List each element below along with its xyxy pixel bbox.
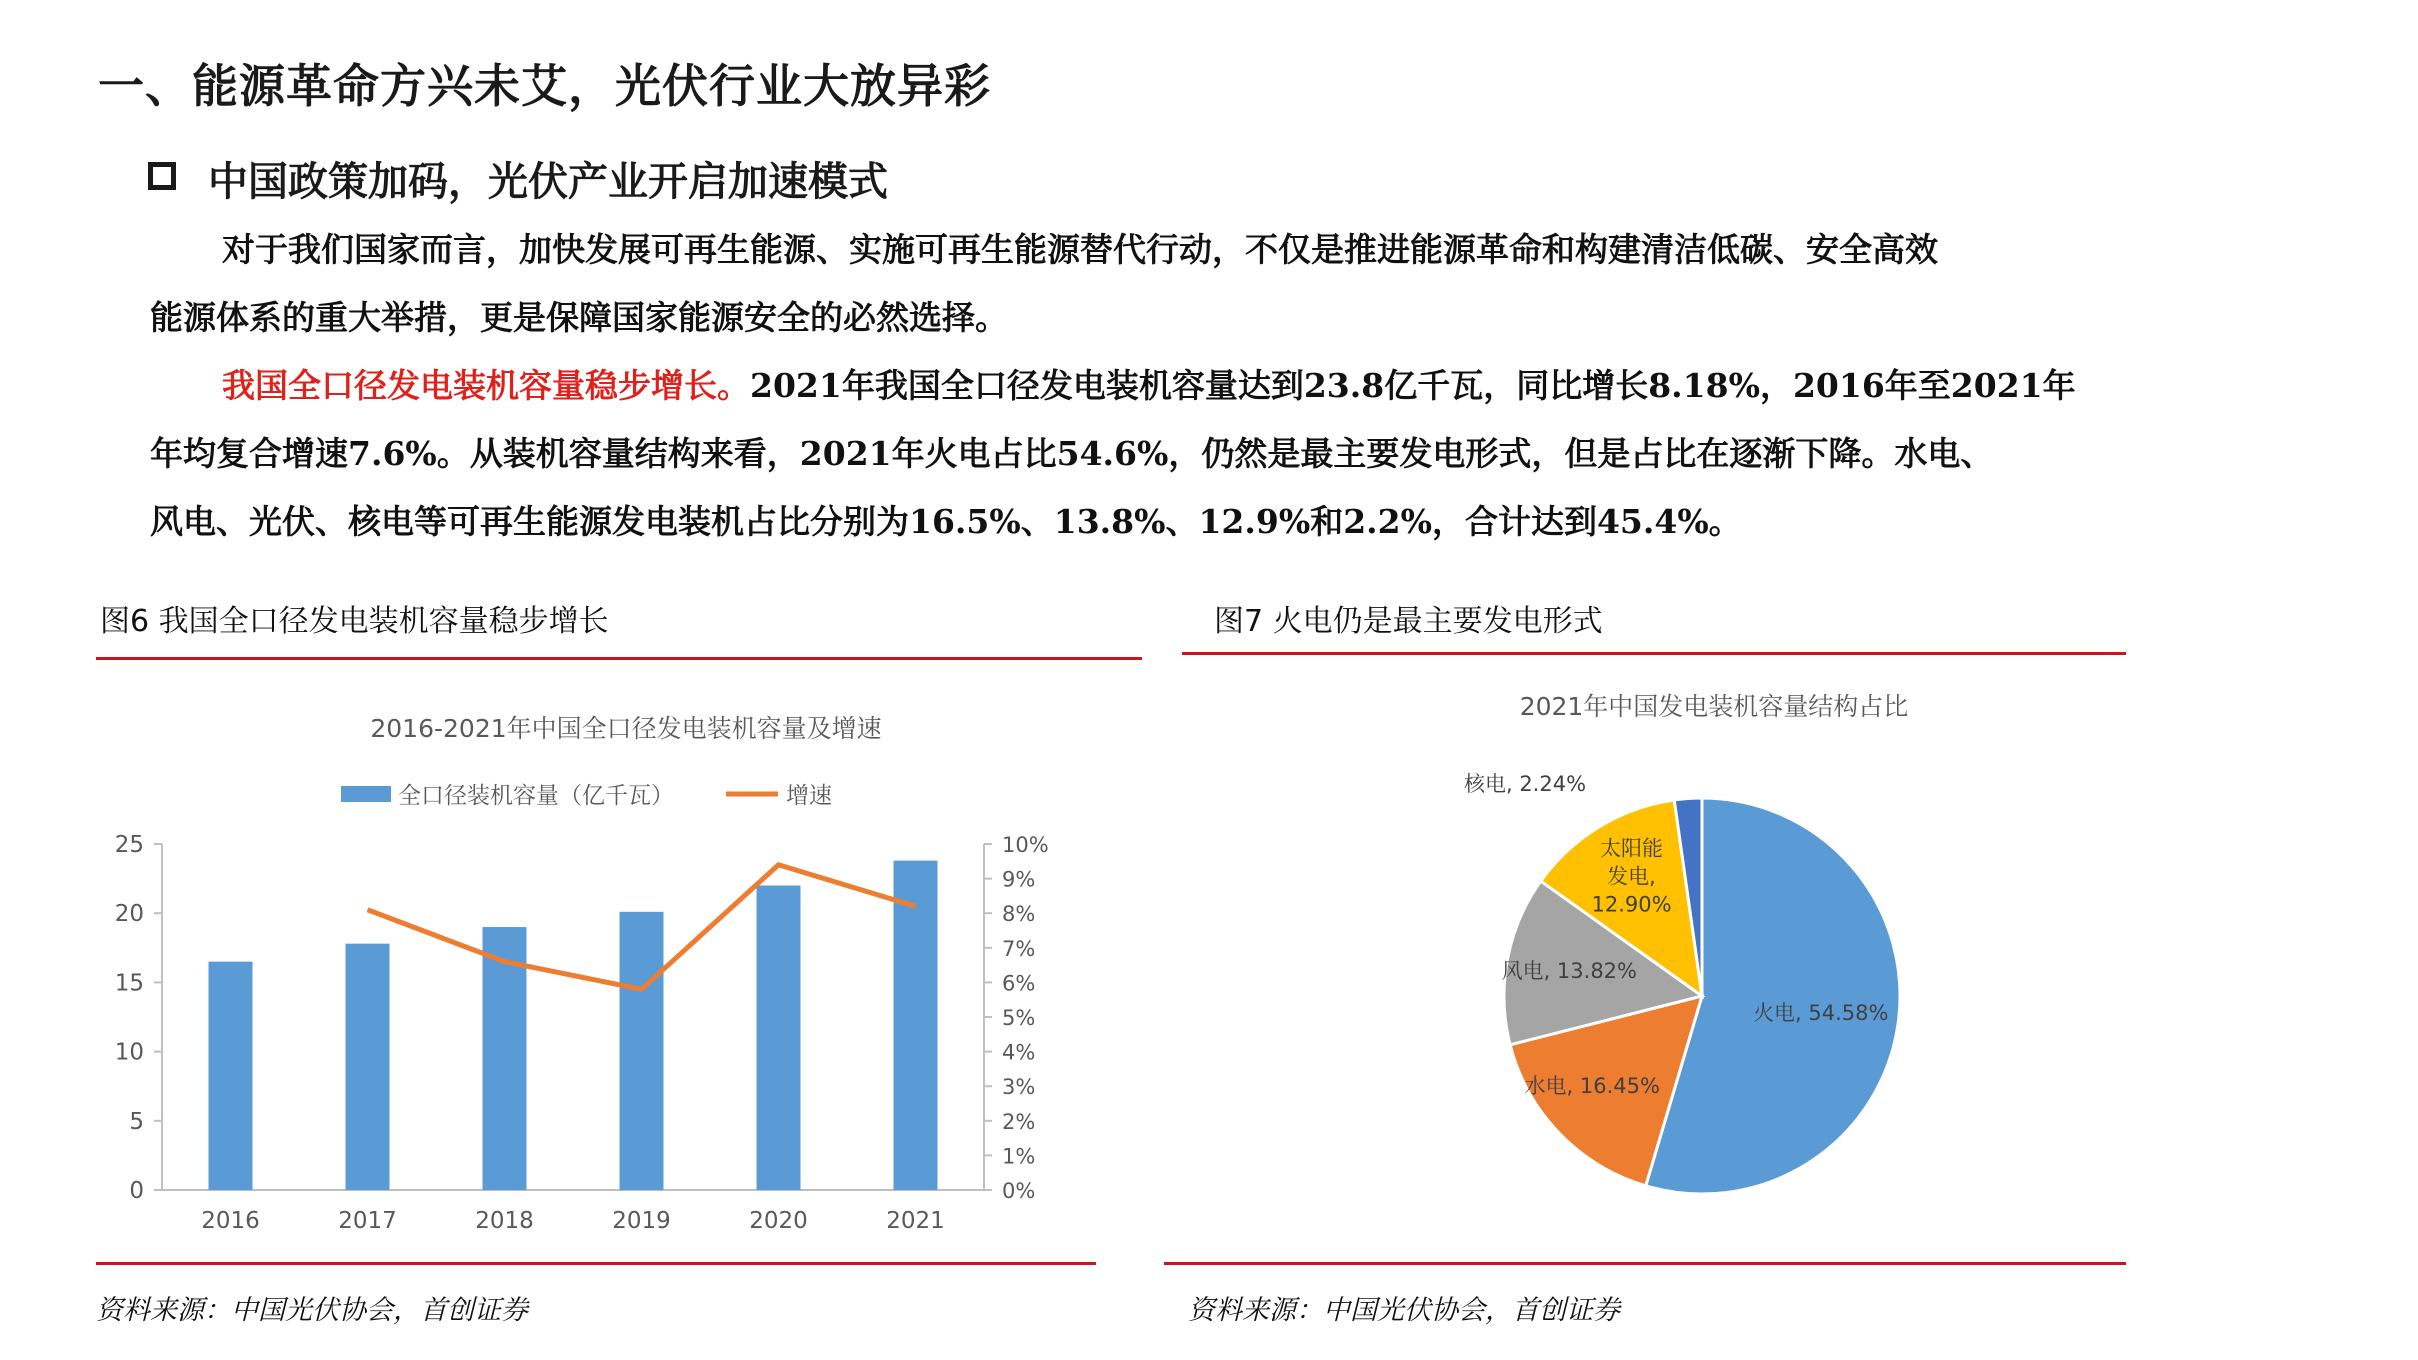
- chart-title: 2016-2021年中国全口径发电装机容量及增速: [370, 714, 882, 743]
- highlight-text: 我国全口径发电装机容量稳步增长。: [222, 366, 750, 405]
- figure-6-source: 资料来源：中国光伏协会，首创证券: [96, 1295, 528, 1326]
- y2-tick-label: 9%: [1002, 867, 1036, 892]
- y2-tick-label: 7%: [1002, 936, 1036, 961]
- bar-2016: [209, 962, 253, 1190]
- pie-label-line: 太阳能: [1600, 836, 1664, 861]
- paragraph-1: [150, 216, 2220, 352]
- y2-tick-label: 2%: [1002, 1109, 1036, 1134]
- bar-2020: [757, 886, 801, 1190]
- figure-6-bottom-rule: [96, 1262, 1096, 1265]
- y-tick-label: 5: [129, 1108, 144, 1135]
- y2-tick-label: 10%: [1002, 833, 1049, 857]
- figure-7-source: 资料来源：中国光伏协会，首创证券: [1188, 1295, 1620, 1326]
- y2-tick-label: 4%: [1002, 1040, 1036, 1065]
- paragraph-2: [150, 352, 2220, 556]
- x-tick-label: 2016: [201, 1208, 260, 1234]
- bar-2019: [620, 912, 664, 1190]
- y2-tick-label: 3%: [1002, 1075, 1036, 1100]
- pie-label: 核电, 2.24%: [1463, 772, 1587, 796]
- figure-7-chart: [1182, 680, 2126, 1240]
- y-tick-label: 20: [114, 901, 144, 928]
- x-tick-label: 2020: [749, 1208, 808, 1234]
- pie-chart-title: 2021年中国发电装机容量结构占比: [1519, 692, 1909, 721]
- y-tick-label: 10: [114, 1039, 144, 1066]
- y2-tick-label: 5%: [1002, 1006, 1036, 1030]
- page-title: 一、能源革命方兴未艾，光伏行业大放异彩: [98, 59, 991, 113]
- y2-tick-label: 6%: [1002, 971, 1036, 996]
- legend-label-bar: 全口径装机容量（亿千瓦）: [398, 783, 674, 809]
- pie-label: 火电, 54.58%: [1753, 1001, 1889, 1026]
- bar-2021: [894, 861, 938, 1190]
- y2-tick-label: 0%: [1002, 1179, 1036, 1203]
- x-tick-label: 2019: [612, 1208, 671, 1234]
- paragraph-2-line-2: 年均复合增速7.6%。从装机容量结构来看，2021年火电占比54.6%，仍然是最主要发电形式，但是占比在逐渐下降。水电、: [150, 434, 1994, 473]
- pie-slices: [1501, 798, 1900, 1194]
- figure-7-bottom-rule: [1164, 1262, 2126, 1265]
- bar-2017: [346, 944, 390, 1190]
- paragraph-2-line-1-rest: 2021年我国全口径发电装机容量达到23.8亿千瓦，同比增长8.18%，2016年至2021年: [750, 366, 2076, 405]
- section-bullet-icon: [148, 162, 176, 190]
- pie-label: 水电, 16.45%: [1524, 1074, 1661, 1099]
- y2-tick-label: 8%: [1002, 902, 1036, 927]
- y2-tick-label: 1%: [1002, 1144, 1036, 1169]
- y-tick-label: 25: [114, 832, 144, 858]
- figure-6-top-rule: [96, 657, 1142, 660]
- section-title: 中国政策加码，光伏产业开启加速模式: [208, 159, 888, 205]
- figure-6-caption: 图6 我国全口径发电装机容量稳步增长: [100, 604, 609, 639]
- x-tick-label: 2018: [475, 1208, 534, 1234]
- y-tick-label: 0: [129, 1178, 144, 1204]
- legend-swatch-bar: [341, 786, 391, 802]
- chart-bars: [209, 861, 938, 1190]
- paragraph-2-line-1: [150, 352, 2220, 420]
- x-tick-label: 2021: [886, 1208, 945, 1234]
- paragraph-1-line-2: 能源体系的重大举措，更是保障国家能源安全的必然选择。: [150, 298, 1008, 337]
- pie-label-line: 12.90%: [1591, 892, 1672, 917]
- figure-7-caption: 图7 火电仍是最主要发电形式: [1214, 604, 1603, 639]
- pie-label-line: 发电,: [1607, 864, 1656, 889]
- paragraph-1-line-1: 对于我们国家而言，加快发展可再生能源、实施可再生能源替代行动，不仅是推进能源革命和构建清洁低碳、安全高效: [222, 230, 1938, 269]
- y-tick-label: 15: [114, 970, 144, 997]
- pie-label: 风电, 13.82%: [1501, 959, 1638, 984]
- figure-6-chart: [96, 680, 1156, 1240]
- paragraph-2-line-3: 风电、光伏、核电等可再生能源发电装机占比分别为16.5%、13.8%、12.9%和2.2%，合计达到45.4%。: [150, 502, 1742, 541]
- x-tick-label: 2017: [338, 1208, 397, 1234]
- figure-7-top-rule: [1182, 652, 2126, 655]
- legend-label-line: 增速: [786, 783, 832, 809]
